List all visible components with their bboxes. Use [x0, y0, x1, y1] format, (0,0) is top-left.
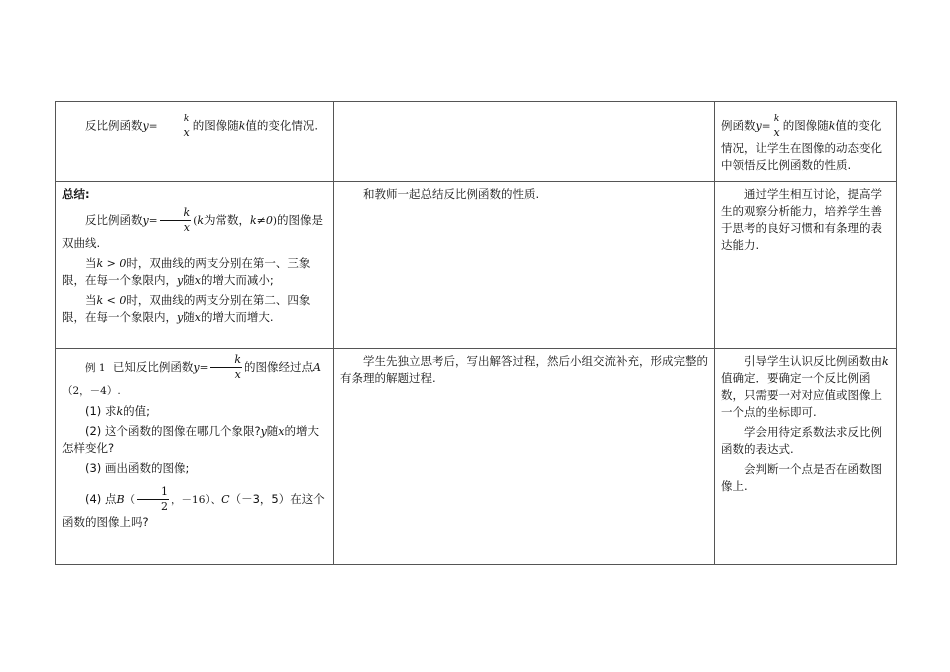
text: 当 — [85, 293, 97, 307]
cell-row2-col3 — [715, 182, 897, 349]
cell-row2-col2 — [334, 182, 715, 349]
math-var: y — [177, 311, 184, 324]
text: (1) 求 — [85, 404, 117, 418]
text: 的图像是双曲线. — [62, 213, 323, 250]
text: 已知反比例函数 — [112, 360, 194, 374]
fraction — [773, 112, 781, 140]
text: 的图像随 — [782, 118, 829, 133]
fraction-denominator: x — [773, 126, 780, 139]
math-expr: k≠0 — [249, 214, 273, 227]
table-row — [56, 182, 897, 349]
text: 引导学生认识反比例函数由 — [744, 354, 882, 368]
fraction-denominator: 2 — [161, 500, 169, 513]
question-3: (3) 画出函数的图像; — [85, 461, 190, 475]
text: 的增大而减小; — [200, 273, 274, 287]
fraction-denominator: x — [183, 126, 190, 139]
design-intent-text: 学会用待定系数法求反比例函数的表达式. — [721, 425, 882, 456]
text: 时，双曲线的两支分别在第一、三象限，在每一个象限内， — [62, 256, 311, 287]
fraction-denominator: x — [183, 221, 190, 234]
text: (2) 这个函数的图像在哪几个象限? — [85, 424, 261, 438]
question-1 — [62, 403, 327, 420]
cell-row1-col3 — [715, 102, 897, 182]
math-op: = — [148, 215, 158, 227]
student-activity-text: 学生先独立思考后，写出解答过程，然后小组交流补充，形成完整的有条理的解题过程. — [340, 354, 708, 385]
text: 的增大而增大. — [200, 310, 274, 324]
example-label: 例 1 — [85, 362, 106, 374]
math-var: k — [238, 119, 246, 133]
math-var: y — [755, 119, 762, 133]
summary-case-negative — [62, 292, 327, 326]
math-op: = — [761, 120, 771, 133]
text: 随 — [183, 273, 195, 287]
fraction-numerator: k — [210, 353, 242, 368]
text: 随 — [266, 424, 279, 438]
lesson-table — [55, 101, 897, 565]
math-var: B — [116, 493, 125, 506]
design-intent-text: 通过学生相互讨论，提高学生的观察分析能力，培养学生善于思考的良好习惯和有条理的表达能力. — [721, 187, 882, 252]
math-var: k — [828, 119, 836, 133]
example-statement — [62, 353, 327, 400]
fraction — [160, 112, 191, 140]
text: 为常数， — [203, 213, 250, 227]
question-4 — [62, 485, 327, 531]
math-op: ( — [193, 215, 198, 227]
fraction-denominator: x — [234, 368, 241, 381]
student-activity-text: 和教师一起总结反比例函数的性质. — [363, 187, 540, 201]
math-expr: ，－16）、 — [171, 494, 222, 506]
cell-row2-col1 — [56, 182, 334, 349]
math-var: x — [194, 311, 201, 324]
math-var: A — [313, 361, 321, 374]
math-op: （ — [124, 494, 136, 506]
text: 当 — [85, 256, 97, 270]
cell-row3-col1 — [56, 349, 334, 565]
math-var: y — [193, 361, 200, 374]
table-row — [56, 102, 897, 182]
cell-row1-col2 — [334, 102, 715, 182]
text: 的图像经过点 — [244, 360, 314, 374]
text: 值确定．要确定一个反比例函数，只需要一对对应值或图像上一个点的坐标即可. — [721, 371, 882, 419]
math-expr: k > 0 — [96, 257, 127, 270]
math-op: = — [148, 120, 158, 133]
text: (4) 点 — [85, 492, 117, 506]
math-op: = — [199, 362, 209, 374]
text: （－3，5）在这个函数的图像上吗? — [62, 492, 325, 529]
text: 的增大怎样变化? — [62, 424, 319, 455]
math-op: ) — [272, 215, 277, 227]
question-2 — [62, 423, 327, 457]
fraction-numerator: k — [773, 114, 780, 124]
math-var: y — [177, 274, 184, 287]
fraction — [160, 206, 192, 235]
math-var: y — [142, 214, 149, 227]
summary-definition — [62, 206, 327, 252]
cell-row3-col3 — [715, 349, 897, 565]
text: 的值; — [123, 404, 150, 418]
math-var: y — [142, 119, 149, 133]
math-var: x — [278, 425, 285, 438]
text: 值的变化情况，让学生在图像的动态变化中领悟反比例函数的性质. — [721, 118, 882, 172]
text: 例函数 — [721, 118, 756, 133]
math-var: k — [882, 355, 889, 368]
cell-row1-col1 — [56, 102, 334, 182]
summary-heading: 总结: — [62, 187, 90, 201]
math-var: x — [194, 274, 201, 287]
text: 时，双曲线的两支分别在第二、四象限，在每一个象限内， — [62, 293, 311, 324]
fraction-numerator: k — [183, 114, 190, 124]
text: 随 — [183, 310, 195, 324]
summary-case-positive — [62, 255, 327, 289]
text: 值的变化情况. — [245, 118, 319, 133]
cell-row3-col2 — [334, 349, 715, 565]
table-row — [56, 349, 897, 565]
text: 反比例函数 — [85, 118, 143, 133]
fraction-numerator: k — [160, 206, 192, 221]
fraction — [210, 353, 242, 382]
text: 反比例函数 — [85, 213, 143, 227]
math-expr: （2，－4）. — [62, 385, 121, 397]
math-expr: k < 0 — [96, 294, 127, 307]
math-var: k — [197, 214, 204, 227]
text: 的图像随 — [192, 118, 239, 133]
math-var: y — [260, 425, 267, 438]
math-var: C — [221, 493, 230, 506]
fraction-numerator: 1 — [137, 485, 169, 500]
math-var: k — [116, 405, 124, 418]
design-intent-text: 会判断一个点是否在函数图像上. — [721, 462, 882, 493]
design-intent-text — [721, 353, 890, 421]
fraction — [137, 485, 169, 514]
